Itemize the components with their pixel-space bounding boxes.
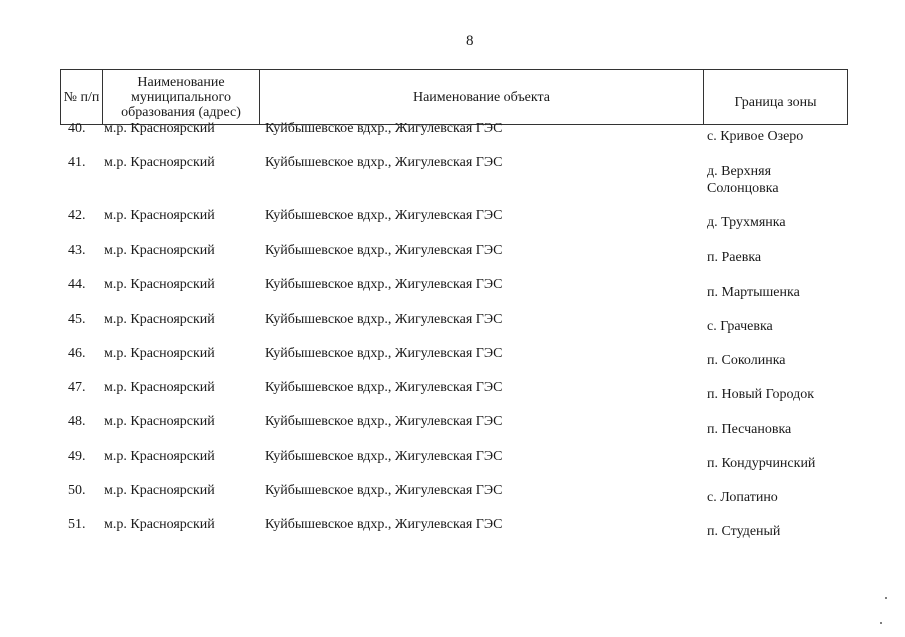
row-number: 49. — [68, 449, 86, 464]
header-municipality: Наименование муниципального образования (адрес) — [103, 70, 260, 124]
row-object: Куйбышевское вдхр., Жигулевская ГЭС — [265, 449, 503, 464]
table-row — [0, 517, 905, 547]
row-municipality: м.р. Красноярский — [104, 277, 215, 292]
row-municipality: м.р. Красноярский — [104, 243, 215, 258]
row-object: Куйбышевское вдхр., Жигулевская ГЭС — [265, 155, 503, 170]
row-municipality: м.р. Красноярский — [104, 208, 215, 223]
row-municipality: м.р. Красноярский — [104, 414, 215, 429]
row-object: Куйбышевское вдхр., Жигулевская ГЭС — [265, 380, 503, 395]
table-row — [0, 208, 905, 238]
row-object: Куйбышевское вдхр., Жигулевская ГЭС — [265, 414, 503, 429]
table-header — [60, 69, 848, 125]
row-zone: п. Кондурчинский — [707, 456, 816, 471]
row-zone: с. Грачевка — [707, 319, 773, 334]
row-zone: п. Студеный — [707, 524, 781, 539]
scan-speck — [880, 622, 882, 624]
row-zone: п. Соколинка — [707, 353, 786, 368]
row-zone: с. Кривое Озеро — [707, 129, 804, 144]
table-row — [0, 155, 905, 196]
row-municipality: м.р. Красноярский — [104, 483, 215, 498]
row-zone: п. Мартышенка — [707, 285, 800, 300]
row-zone: с. Лопатино — [707, 490, 778, 505]
table-row — [0, 449, 905, 479]
header-number: № п/п — [61, 70, 103, 124]
row-municipality: м.р. Красноярский — [104, 517, 215, 532]
row-number: 50. — [68, 483, 86, 498]
row-municipality: м.р. Красноярский — [104, 380, 215, 395]
table-row — [0, 243, 905, 273]
row-zone: д. Верхняя Солонцовка — [707, 164, 779, 196]
row-object: Куйбышевское вдхр., Жигулевская ГЭС — [265, 483, 503, 498]
table-row — [0, 121, 905, 151]
row-object: Куйбышевское вдхр., Жигулевская ГЭС — [265, 517, 503, 532]
row-object: Куйбышевское вдхр., Жигулевская ГЭС — [265, 277, 503, 292]
table-row — [0, 312, 905, 342]
row-zone: п. Раевка — [707, 250, 762, 265]
table-row — [0, 483, 905, 513]
row-municipality: м.р. Красноярский — [104, 449, 215, 464]
table-row — [0, 277, 905, 307]
row-number: 40. — [68, 121, 86, 136]
row-zone: п. Песчановка — [707, 422, 792, 437]
row-zone: п. Новый Городок — [707, 387, 814, 402]
row-number: 41. — [68, 155, 86, 170]
header-object: Наименование объекта — [260, 70, 704, 124]
row-number: 43. — [68, 243, 86, 258]
row-municipality: м.р. Красноярский — [104, 312, 215, 327]
row-object: Куйбышевское вдхр., Жигулевская ГЭС — [265, 208, 503, 223]
row-number: 44. — [68, 277, 86, 292]
scan-speck — [885, 597, 887, 599]
row-number: 51. — [68, 517, 86, 532]
row-number: 47. — [68, 380, 86, 395]
row-municipality: м.р. Красноярский — [104, 121, 215, 136]
row-object: Куйбышевское вдхр., Жигулевская ГЭС — [265, 243, 503, 258]
row-object: Куйбышевское вдхр., Жигулевская ГЭС — [265, 346, 503, 361]
row-object: Куйбышевское вдхр., Жигулевская ГЭС — [265, 121, 503, 136]
row-number: 45. — [68, 312, 86, 327]
row-number: 46. — [68, 346, 86, 361]
row-zone: д. Трухмянка — [707, 215, 786, 230]
row-number: 42. — [68, 208, 86, 223]
row-number: 48. — [68, 414, 86, 429]
header-zone: Граница зоны — [734, 94, 817, 110]
table-row — [0, 380, 905, 410]
table-row — [0, 414, 905, 444]
table-row — [0, 346, 905, 376]
row-object: Куйбышевское вдхр., Жигулевская ГЭС — [265, 312, 503, 327]
page-number: 8 — [466, 33, 474, 49]
row-municipality: м.р. Красноярский — [104, 346, 215, 361]
row-municipality: м.р. Красноярский — [104, 155, 215, 170]
